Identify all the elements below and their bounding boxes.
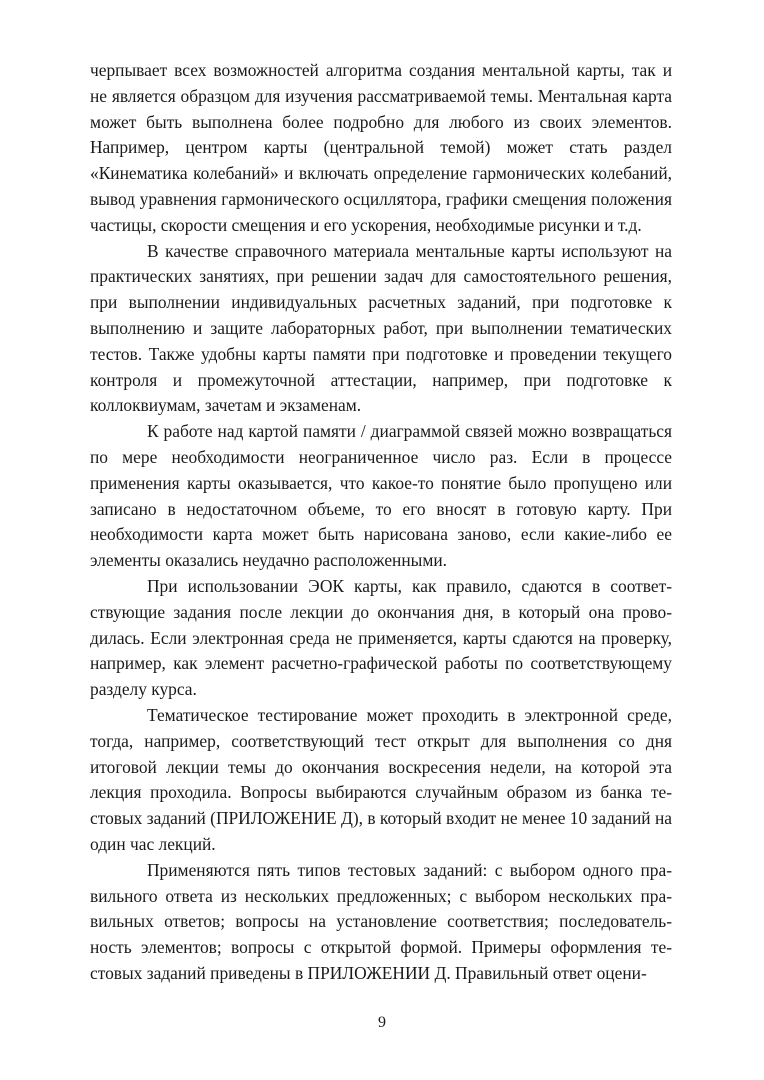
paragraph-thematic-testing: Тематическое тестирование может проходить в электронной среде, тогда, например, соответствующий тест открыт для выполнения со дня итоговой лекции темы до окончания воскресения недели, на которой эта лекция проходила. Вопросы выбираются случайным образом из банка тестовых заданий (ПРИЛОЖЕНИЕ Д), в который входит не менее 10 заданий на один час лекций. bbox=[90, 704, 672, 854]
paragraph-continuation: черпывает всех возможностей алгоритма создания ментальной карты, так и не является образцом для изучения рассматриваемой темы. Ментальная карта может быть выполнена более подробно для любого из своих элементов. Например, центром карты (центральной темой) может стать раздел «Кинематика колебаний» и включать определение гармонических колебаний, вывод уравнения гармонического осциллятора, графики смещения положения частицы, скорости смещения и его ускорения, необходимые рисунки и т.д. bbox=[90, 60, 672, 235]
paragraph-eok-submission: При использовании ЭОК карты, как правило, сдаются в соответствующие задания после лекции до окончания дня, в который она проводилась. Если электронная среда не применяется, карты сдаются на проверку, например, как элемент расчетно-графической работы по соответствующему разделу курса. bbox=[90, 575, 672, 700]
paragraph-reference-material: В качестве справочного материала ментальные карты используют на практических занятиях, при решении задач для самостоятельного решения, при выполнении индивидуальных расчетных заданий, при подготовке к выполнению и защите лабораторных работ, при выполнении тематических тестов. Также удобны карты памяти при подготовке и проведении текущего контроля и промежуточной аттестации, например, при подготовке к коллоквиумам, зачетам и экзаменам. bbox=[90, 240, 672, 416]
page-number: 9 bbox=[378, 1014, 386, 1031]
paragraph-test-types: Применяются пять типов тестовых заданий: с выбором одного правильного ответа из нескольких предложенных; с выбором нескольких правильных ответов; вопросы на установление соответствия; последовательность элементов; вопросы с открытой формой. Примеры оформления тестовых заданий приведены в ПРИЛОЖЕНИИ Д. Правильный ответ оцени- bbox=[90, 859, 672, 983]
paragraph-returning-to-map: К работе над картой памяти / диаграммой связей можно возвращаться по мере необходимости неограниченное число раз. Если в процессе применения карты оказывается, что какое-то понятие было пропущено или записано в недостаточном объеме, то его вносят в готовую карту. При необходимости карта может быть нарисована заново, если какие-либо ее элементы оказались неудачно расположенными. bbox=[90, 421, 672, 571]
page-body bbox=[90, 58, 672, 987]
